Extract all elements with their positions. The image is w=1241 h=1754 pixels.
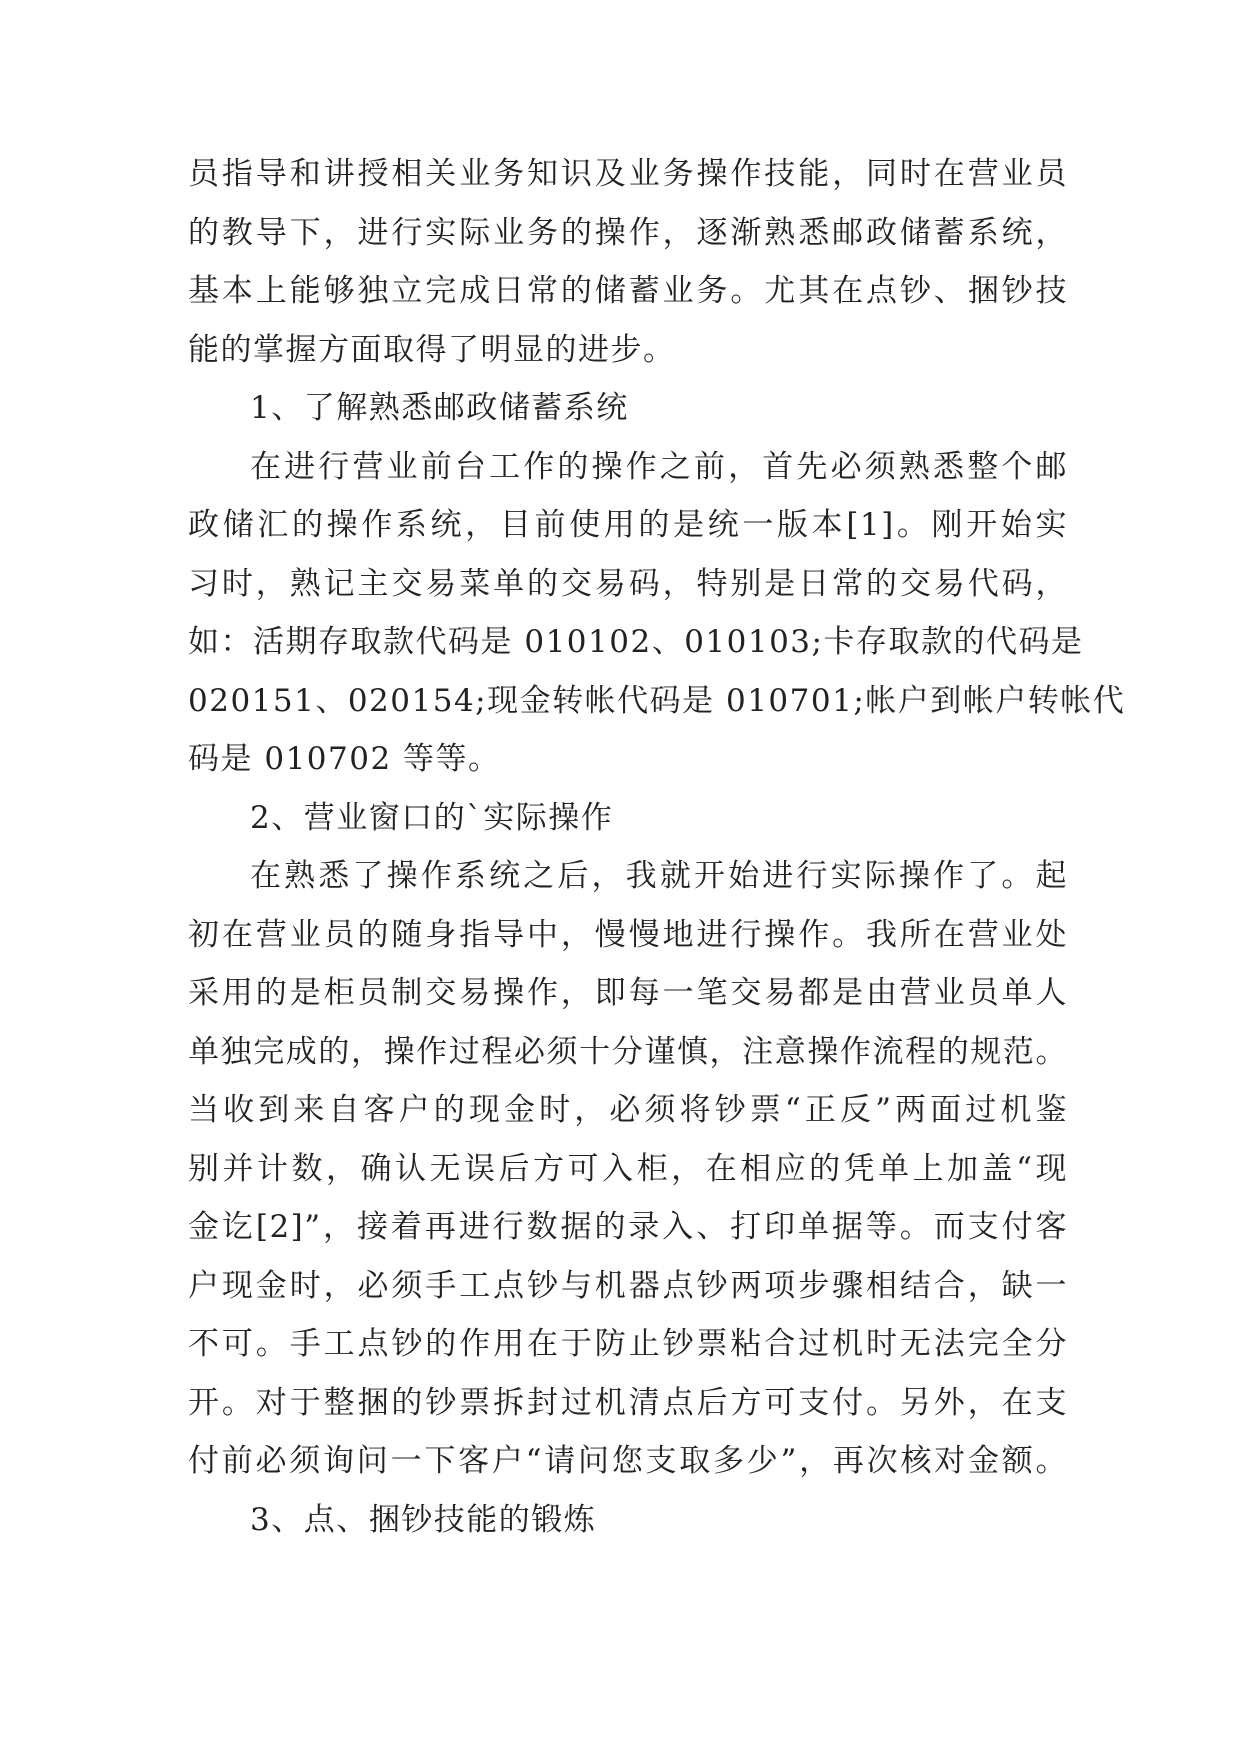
text-line: 020151、020154;现金转帐代码是 010701;帐户到帐户转帐代 — [188, 683, 1126, 719]
text-line: 当收到来自客户的现金时，必须将钞票“正反”两面过机鉴 — [188, 1092, 1068, 1128]
text-line: 付前必须询问一下客户“请问您支取多少”，再次核对金额。 — [188, 1443, 1068, 1479]
text-line: 在熟悉了操作系统之后，我就开始进行实际操作了。起 — [250, 858, 1068, 894]
text-line: 如：活期存取款代码是 010102、010103;卡存取款的代码是 — [188, 624, 1084, 660]
text-line: 单独完成的，操作过程必须十分谨慎，注意操作流程的规范。 — [188, 1034, 1068, 1070]
text-line: 政储汇的操作系统，目前使用的是统一版本[1]。刚开始实 — [188, 507, 1068, 543]
text-line: 金讫[2]”，接着再进行数据的录入、打印单据等。而支付客 — [188, 1209, 1068, 1245]
text-line: 员指导和讲授相关业务知识及业务操作技能，同时在营业员 — [188, 156, 1068, 192]
text-line: 初在营业员的随身指导中，慢慢地进行操作。我所在营业处 — [188, 917, 1068, 953]
text-line: 习时，熟记主交易菜单的交易码，特别是日常的交易代码， — [188, 566, 1068, 602]
text-line: 采用的是柜员制交易操作，即每一笔交易都是由营业员单人 — [188, 975, 1068, 1011]
text-line: 基本上能够独立完成日常的储蓄业务。尤其在点钞、捆钞技 — [188, 273, 1068, 309]
text-line: 别并计数，确认无误后方可入柜，在相应的凭单上加盖“现 — [188, 1151, 1068, 1187]
text-line: 能的掌握方面取得了明显的进步。 — [188, 332, 676, 368]
text-line: 2、营业窗口的`实际操作 — [250, 800, 614, 836]
text-line: 3、点、捆钞技能的锻炼 — [250, 1502, 597, 1538]
text-line: 码是 010702 等等。 — [188, 741, 501, 777]
text-line: 在进行营业前台工作的操作之前，首先必须熟悉整个邮 — [250, 449, 1068, 485]
text-line: 不可。手工点钞的作用在于防止钞票粘合过机时无法完全分 — [188, 1326, 1068, 1362]
text-line: 户现金时，必须手工点钞与机器点钞两项步骤相结合，缺一 — [188, 1268, 1068, 1304]
text-line: 的教导下，进行实际业务的操作，逐渐熟悉邮政储蓄系统， — [188, 215, 1068, 251]
text-line: 开。对于整捆的钞票拆封过机清点后方可支付。另外，在支 — [188, 1385, 1068, 1421]
text-line: 1、了解熟悉邮政储蓄系统 — [250, 390, 629, 426]
